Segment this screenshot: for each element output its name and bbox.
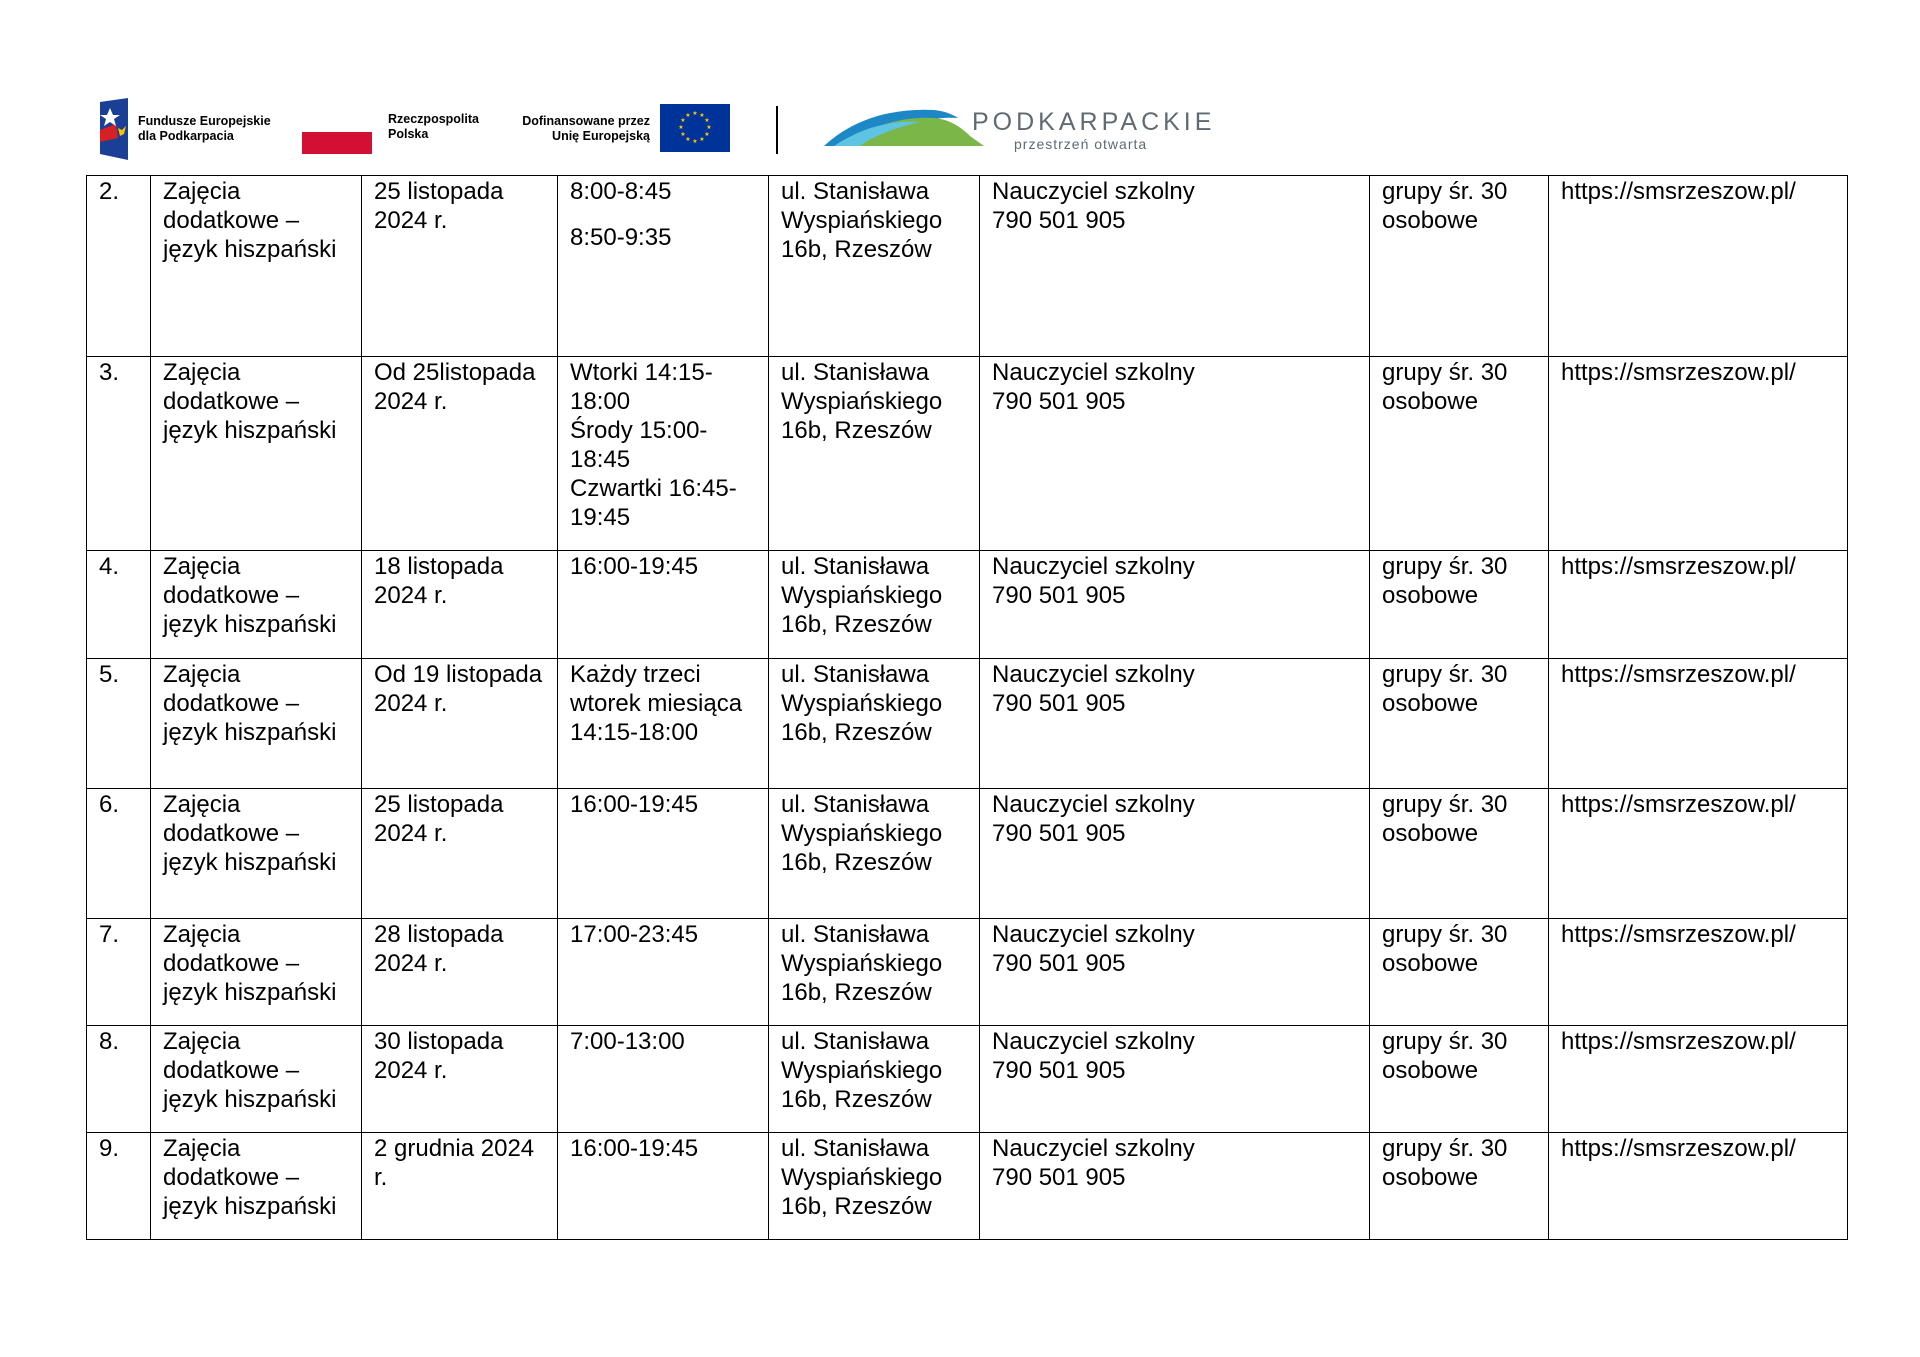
cell-teacher [980, 659, 1370, 789]
website-link[interactable]: https://smsrzeszow.pl/ [1561, 178, 1796, 205]
rp-logo-line1: Rzeczpospolita [388, 112, 479, 126]
cell-lp [87, 176, 151, 357]
teacher-name: Nauczyciel szkolny [992, 661, 1195, 688]
cell-hours [558, 659, 769, 789]
activity-hours: 8:00-8:45 [570, 178, 672, 205]
svg-text:★: ★ [680, 117, 686, 124]
cell-hours [558, 176, 769, 357]
activity-title: Zajęcia dodatkowe – język hiszpański [163, 359, 337, 444]
cell-hours [558, 919, 769, 1026]
table-row [87, 1026, 1848, 1133]
cell-place [769, 789, 980, 919]
cell-url [1549, 1026, 1848, 1133]
cell-url [1549, 357, 1848, 551]
activity-place: ul. Stanisława Wyspiańskiego 16b, Rzeszów [781, 553, 943, 638]
cell-place [769, 659, 980, 789]
teacher-name: Nauczyciel szkolny [992, 359, 1195, 386]
podkarpackie-tagline: przestrzeń otwarta [1014, 136, 1148, 152]
cell-teacher [980, 176, 1370, 357]
cell-title [151, 551, 362, 659]
activity-hours: 16:00-19:45 [570, 791, 699, 818]
rp-logo-line2: Polska [388, 127, 429, 141]
svg-text:★: ★ [685, 136, 691, 143]
activity-hours: Każdy trzeci wtorek miesiąca 14:15-18:00 [570, 661, 743, 746]
row-number: 9. [99, 1135, 120, 1162]
activity-date: Od 19 listopada 2024 r. [374, 661, 543, 717]
teacher-phone: 790 501 905 [992, 690, 1126, 717]
cell-date [362, 659, 558, 789]
teacher-name: Nauczyciel szkolny [992, 791, 1195, 818]
cell-hours [558, 357, 769, 551]
cell-date [362, 176, 558, 357]
cell-lp [87, 789, 151, 919]
activity-date: 25 listopada 2024 r. [374, 178, 504, 234]
activity-hours: Wtorki 14:15-18:00 [570, 359, 713, 415]
website-link[interactable]: https://smsrzeszow.pl/ [1561, 921, 1796, 948]
cell-lp [87, 919, 151, 1026]
cell-date [362, 1026, 558, 1133]
website-link[interactable]: https://smsrzeszow.pl/ [1561, 553, 1796, 580]
table-row [87, 357, 1848, 551]
teacher-phone: 790 501 905 [992, 1164, 1126, 1191]
activity-title: Zajęcia dodatkowe – język hiszpański [163, 661, 337, 746]
fe-emblem-icon [96, 98, 132, 160]
row-number: 6. [99, 791, 120, 818]
svg-text:★: ★ [699, 136, 705, 143]
cell-group [1370, 1026, 1549, 1133]
cell-lp [87, 551, 151, 659]
cell-lp [87, 1133, 151, 1240]
eu-logo-line1: Dofinansowane przez [522, 114, 650, 128]
cell-date [362, 551, 558, 659]
cell-title [151, 1026, 362, 1133]
row-number: 7. [99, 921, 120, 948]
teacher-phone: 790 501 905 [992, 582, 1126, 609]
cell-url [1549, 551, 1848, 659]
fundusze-europejskie-logo [96, 96, 296, 160]
fe-logo-line1: Fundusze Europejskie [138, 114, 271, 128]
cell-group [1370, 176, 1549, 357]
cell-date [362, 789, 558, 919]
cell-lp [87, 659, 151, 789]
activity-hours: Środy 15:00-18:45 [570, 417, 708, 473]
website-link[interactable]: https://smsrzeszow.pl/ [1561, 1028, 1796, 1055]
activity-place: ul. Stanisława Wyspiańskiego 16b, Rzeszów [781, 178, 943, 263]
svg-text:★: ★ [678, 124, 684, 131]
cell-place [769, 1026, 980, 1133]
cell-lp [87, 357, 151, 551]
cell-date [362, 357, 558, 551]
teacher-phone: 790 501 905 [992, 388, 1126, 415]
cell-title [151, 1133, 362, 1240]
row-number: 5. [99, 661, 120, 688]
row-number: 2. [99, 178, 120, 205]
teacher-phone: 790 501 905 [992, 1057, 1126, 1084]
cell-url [1549, 789, 1848, 919]
activity-title: Zajęcia dodatkowe – język hiszpański [163, 1028, 337, 1113]
cell-place [769, 176, 980, 357]
activity-date: Od 25listopada 2024 r. [374, 359, 536, 415]
activity-place: ul. Stanisława Wyspiańskiego 16b, Rzeszów [781, 791, 943, 876]
activity-hours: 17:00-23:45 [570, 921, 699, 948]
table-row [87, 659, 1848, 789]
podkarpackie-name: PODKARPACKIE [972, 108, 1216, 136]
cell-place [769, 1133, 980, 1240]
cell-hours [558, 1026, 769, 1133]
group-size: grupy śr. 30 osobowe [1382, 921, 1508, 977]
svg-text:★: ★ [685, 112, 691, 119]
activity-title: Zajęcia dodatkowe – język hiszpański [163, 921, 337, 1006]
svg-text:★: ★ [680, 131, 686, 138]
cell-title [151, 176, 362, 357]
activity-place: ul. Stanisława Wyspiańskiego 16b, Rzeszów [781, 661, 943, 746]
cell-url [1549, 1133, 1848, 1240]
activity-hours: Czwartki 16:45-19:45 [570, 475, 737, 531]
table-row [87, 1133, 1848, 1240]
activity-date: 2 grudnia 2024 r. [374, 1135, 535, 1191]
cell-url [1549, 919, 1848, 1026]
cell-group [1370, 551, 1549, 659]
podkarpackie-logo [824, 96, 1244, 160]
cell-teacher [980, 789, 1370, 919]
cell-hours [558, 1133, 769, 1240]
teacher-name: Nauczyciel szkolny [992, 1135, 1195, 1162]
cell-hours [558, 789, 769, 919]
svg-text:★: ★ [704, 117, 710, 124]
cell-teacher [980, 551, 1370, 659]
cell-url [1549, 176, 1848, 357]
cell-place [769, 919, 980, 1026]
teacher-phone: 790 501 905 [992, 207, 1126, 234]
website-link[interactable]: https://smsrzeszow.pl/ [1561, 359, 1796, 386]
row-number: 8. [99, 1028, 120, 1055]
activity-place: ul. Stanisława Wyspiańskiego 16b, Rzeszów [781, 359, 943, 444]
group-size: grupy śr. 30 osobowe [1382, 553, 1508, 609]
row-number: 3. [99, 359, 120, 386]
website-link[interactable]: https://smsrzeszow.pl/ [1561, 1135, 1796, 1162]
table-row [87, 919, 1848, 1026]
website-link[interactable]: https://smsrzeszow.pl/ [1561, 791, 1796, 818]
polish-flag-icon [302, 110, 372, 154]
activity-date: 18 listopada 2024 r. [374, 553, 504, 609]
teacher-name: Nauczyciel szkolny [992, 553, 1195, 580]
cell-teacher [980, 1026, 1370, 1133]
activity-place: ul. Stanisława Wyspiańskiego 16b, Rzeszów [781, 921, 943, 1006]
eu-logo-line2: Unię Europejską [552, 129, 650, 143]
cell-teacher [980, 1133, 1370, 1240]
group-size: grupy śr. 30 osobowe [1382, 359, 1508, 415]
activity-date: 25 listopada 2024 r. [374, 791, 504, 847]
cell-place [769, 357, 980, 551]
group-size: grupy śr. 30 osobowe [1382, 178, 1508, 234]
activity-title: Zajęcia dodatkowe – język hiszpański [163, 791, 337, 876]
cell-teacher [980, 357, 1370, 551]
cell-url [1549, 659, 1848, 789]
teacher-name: Nauczyciel szkolny [992, 178, 1195, 205]
activity-title: Zajęcia dodatkowe – język hiszpański [163, 1135, 337, 1220]
svg-text:★: ★ [704, 131, 710, 138]
activity-date: 28 listopada 2024 r. [374, 921, 504, 977]
svg-text:★: ★ [699, 112, 705, 119]
activity-place: ul. Stanisława Wyspiańskiego 16b, Rzeszów [781, 1028, 943, 1113]
cell-hours [558, 551, 769, 659]
cell-group [1370, 789, 1549, 919]
teacher-phone: 790 501 905 [992, 950, 1126, 977]
activity-hours: 8:50-9:35 [570, 224, 672, 251]
activity-date: 30 listopada 2024 r. [374, 1028, 504, 1084]
schedule-body [87, 176, 1848, 1240]
table-row [87, 551, 1848, 659]
row-number: 4. [99, 553, 120, 580]
eu-cofinancing-logo [520, 96, 742, 160]
svg-text:★: ★ [706, 124, 712, 131]
cell-group [1370, 357, 1549, 551]
activity-title: Zajęcia dodatkowe – język hiszpański [163, 553, 337, 638]
activity-title: Zajęcia dodatkowe – język hiszpański [163, 178, 337, 263]
teacher-name: Nauczyciel szkolny [992, 921, 1195, 948]
cell-group [1370, 659, 1549, 789]
cell-title [151, 789, 362, 919]
cell-title [151, 357, 362, 551]
svg-text:★: ★ [692, 110, 698, 117]
cell-date [362, 1133, 558, 1240]
schedule-table [86, 175, 1848, 1240]
logo-bar [96, 96, 1226, 160]
podkarpackie-wave-icon [824, 104, 994, 148]
group-size: grupy śr. 30 osobowe [1382, 1028, 1508, 1084]
group-size: grupy śr. 30 osobowe [1382, 1135, 1508, 1191]
cell-date [362, 919, 558, 1026]
rzeczpospolita-polska-logo [302, 96, 512, 160]
website-link[interactable]: https://smsrzeszow.pl/ [1561, 661, 1796, 688]
activity-hours: 16:00-19:45 [570, 1135, 699, 1162]
table-row [87, 176, 1848, 357]
cell-teacher [980, 919, 1370, 1026]
svg-text:★: ★ [692, 138, 698, 145]
fe-logo-line2: dla Podkarpacia [138, 129, 234, 143]
cell-group [1370, 1133, 1549, 1240]
activity-hours: 7:00-13:00 [570, 1028, 685, 1055]
teacher-name: Nauczyciel szkolny [992, 1028, 1195, 1055]
group-size: grupy śr. 30 osobowe [1382, 661, 1508, 717]
cell-title [151, 919, 362, 1026]
cell-title [151, 659, 362, 789]
activity-place: ul. Stanisława Wyspiańskiego 16b, Rzeszów [781, 1135, 943, 1220]
group-size: grupy śr. 30 osobowe [1382, 791, 1508, 847]
activity-hours: 16:00-19:45 [570, 553, 699, 580]
cell-place [769, 551, 980, 659]
table-row [87, 789, 1848, 919]
cell-group [1370, 919, 1549, 1026]
cell-lp [87, 1026, 151, 1133]
eu-flag-icon [660, 104, 730, 152]
logo-divider [776, 106, 778, 154]
teacher-phone: 790 501 905 [992, 820, 1126, 847]
